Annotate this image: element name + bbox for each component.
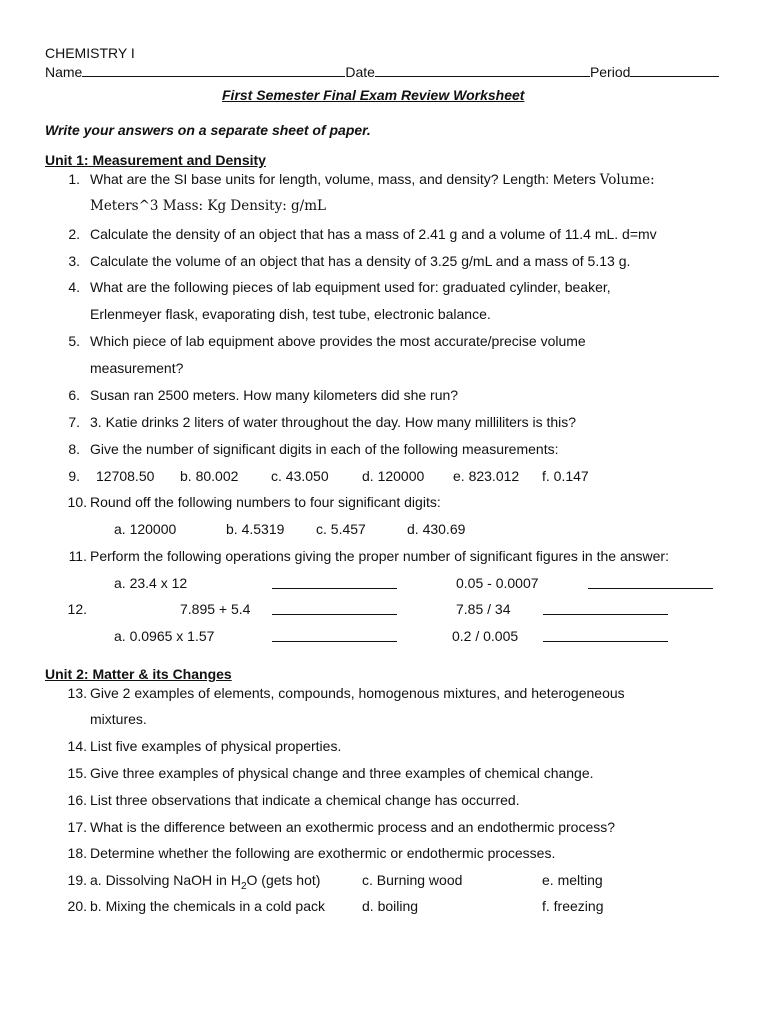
question-10: Round off the following numbers to four significant digits: <box>90 494 441 510</box>
q-number: 13. <box>67 685 87 701</box>
q-number: 8. <box>68 441 80 457</box>
question-1 <box>90 171 655 188</box>
q-number: 14. <box>67 738 87 754</box>
q-number: 16. <box>67 792 87 808</box>
q19-a <box>90 872 320 892</box>
question-4: What are the following pieces of lab equipment used for: graduated cylinder, beaker, <box>90 279 611 295</box>
question-2: Calculate the density of an object that has a mass of 2.41 g and a volume of 11.4 mL. d=mv <box>90 226 657 242</box>
question-16: List three observations that indicate a chemical change has occurred. <box>90 792 520 808</box>
q-number: 15. <box>67 765 87 781</box>
answer-blank[interactable] <box>272 628 397 645</box>
date-blank[interactable] <box>375 63 590 77</box>
subscript: 2 <box>240 880 247 892</box>
q-number: 2. <box>68 226 80 242</box>
q12-a-left: a. 0.0965 x 1.57 <box>114 628 215 644</box>
unit2-heading: Unit 2: Matter & its Changes <box>45 666 232 682</box>
q1-text: What are the SI base units for length, volume, mass, and density? Length: Meters <box>90 171 596 187</box>
q-number: 11. <box>68 548 87 564</box>
unit1-heading: Unit 1: Measurement and Density <box>45 152 266 168</box>
question-8: Give the number of significant digits in each of the following measurements: <box>90 441 559 457</box>
q-number: 1. <box>68 171 80 187</box>
q-number: 17. <box>67 819 87 835</box>
q-number: 7. <box>68 414 80 430</box>
q9-item: e. 823.012 <box>453 468 520 484</box>
q9-item: 12708.50 <box>96 468 155 484</box>
q19-c: c. Burning wood <box>362 872 463 888</box>
question-15: Give three examples of physical change and three examples of chemical change. <box>90 765 594 781</box>
question-13-cont: mixtures. <box>90 711 147 727</box>
q-number: 5. <box>68 333 80 349</box>
answer-blank[interactable] <box>543 628 668 645</box>
q12-left: 7.895 + 5.4 <box>180 601 251 617</box>
question-6: Susan ran 2500 meters. How many kilometers did she run? <box>90 387 459 403</box>
q20-d: d. boiling <box>362 898 419 914</box>
q19-a-text: a. Dissolving NaOH in H <box>90 872 241 888</box>
q20-b: b. Mixing the chemicals in a cold pack <box>90 898 325 914</box>
question-1-cont: Meters^3 Mass: Kg Density: g/mL <box>90 198 326 214</box>
q10-item: b. 4.5319 <box>226 521 285 537</box>
question-14: List five examples of physical properties. <box>90 738 342 754</box>
name-blank[interactable] <box>82 63 345 77</box>
q-number: 3. <box>68 253 80 269</box>
answer-blank[interactable] <box>272 601 397 618</box>
date-label: Date <box>345 64 375 80</box>
name-label: Name <box>45 64 83 80</box>
instructions: Write your answers on a separate sheet of paper. <box>45 122 371 138</box>
question-13: Give 2 examples of elements, compounds, homogenous mixtures, and heterogeneous <box>90 685 625 701</box>
q9-item: b. 80.002 <box>180 468 239 484</box>
answer-blank[interactable] <box>543 601 668 618</box>
course-title: CHEMISTRY I <box>45 45 135 61</box>
q-number: 10. <box>67 494 87 510</box>
q-number: 9. <box>68 468 80 484</box>
worksheet-title: First Semester Final Exam Review Worksheet <box>222 87 525 103</box>
q19-e: e. melting <box>542 872 603 888</box>
q-number: 6. <box>68 387 80 403</box>
period-label: Period <box>589 64 631 80</box>
q-number: 4. <box>68 279 80 295</box>
q10-item: c. 5.457 <box>316 521 366 537</box>
answer-blank[interactable] <box>272 575 397 592</box>
question-5-cont: measurement? <box>90 360 184 376</box>
question-17: What is the difference between an exothermic process and an endothermic process? <box>90 819 616 835</box>
question-5: Which piece of lab equipment above provides the most accurate/precise volume <box>90 333 586 349</box>
q12-a-right: 0.2 / 0.005 <box>452 628 519 644</box>
q11-a-right: 0.05 - 0.0007 <box>456 575 539 591</box>
question-11: Perform the following operations giving the proper number of significant figures in the answer: <box>90 548 669 564</box>
q20-f: f. freezing <box>542 898 604 914</box>
q9-item: d. 120000 <box>362 468 425 484</box>
q11-a-left: a. 23.4 x 12 <box>114 575 188 591</box>
q10-item: a. 120000 <box>114 521 177 537</box>
question-18: Determine whether the following are exothermic or endothermic processes. <box>90 845 556 861</box>
q19-a-text-end: O (gets hot) <box>246 872 321 888</box>
period-blank[interactable] <box>630 63 719 77</box>
q12-right: 7.85 / 34 <box>456 601 511 617</box>
q-number: 18. <box>67 845 87 861</box>
answer-blank[interactable] <box>588 575 713 592</box>
question-4-cont: Erlenmeyer flask, evaporating dish, test tube, electronic balance. <box>90 306 491 322</box>
q1-serif-text: Volume: <box>599 172 655 188</box>
q10-item: d. 430.69 <box>407 521 466 537</box>
name-line <box>45 63 719 80</box>
q-number: 19. <box>67 872 87 888</box>
question-3: Calculate the volume of an object that has a density of 3.25 g/mL and a mass of 5.13 g. <box>90 253 631 269</box>
q9-item: f. 0.147 <box>542 468 589 484</box>
q-number: 12. <box>67 601 87 617</box>
question-7: 3. Katie drinks 2 liters of water throughout the day. How many milliliters is this? <box>90 414 577 430</box>
q9-item: c. 43.050 <box>271 468 329 484</box>
q-number: 20. <box>67 898 87 914</box>
